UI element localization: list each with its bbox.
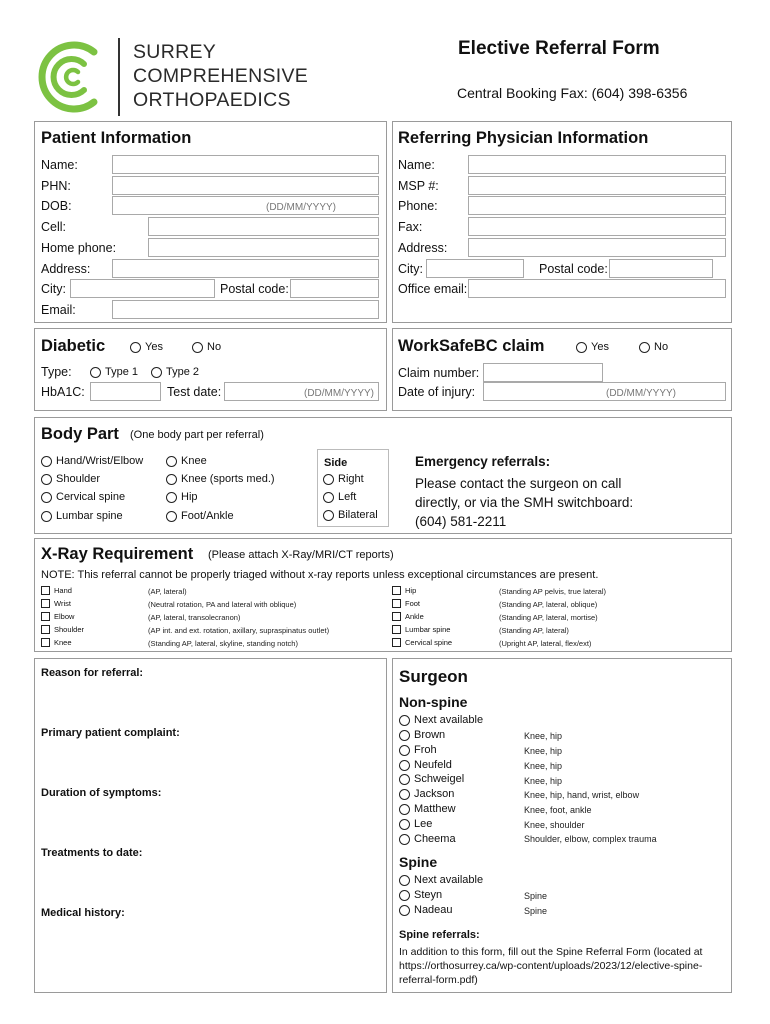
- logo-icon: [34, 38, 106, 116]
- radio-icon: [166, 511, 177, 522]
- option-label: Knee (sports med.): [181, 473, 275, 485]
- physician-phone-label: Phone:: [398, 199, 438, 213]
- checkbox-icon: [392, 638, 401, 647]
- surgeon-name: Brown: [414, 729, 446, 741]
- option-label: Lumbar spine: [56, 510, 123, 522]
- patient-home-phone-field[interactable]: [148, 238, 379, 257]
- patient-dob-label: DOB:: [41, 199, 72, 213]
- physician-name-label: Name:: [398, 158, 435, 172]
- lee-specialty: Knee, shoulder: [524, 820, 585, 830]
- radio-icon: [323, 510, 334, 521]
- body-lumbar-spine-option[interactable]: [41, 510, 123, 522]
- dob-format-hint: (DD/MM/YYYY): [266, 202, 336, 213]
- radio-icon: [41, 456, 52, 467]
- xray-title: X-Ray Requirement: [41, 545, 194, 563]
- xray-knee-views: (Standing AP, lateral, skyline, standing notch): [148, 639, 298, 648]
- patient-home-phone-label: Home phone:: [41, 241, 117, 255]
- physician-phone-field[interactable]: [468, 196, 726, 215]
- xray-wrist-views: (Neutral rotation, PA and lateral with oblique): [148, 600, 297, 609]
- option-label: Right: [338, 473, 364, 485]
- date-injury-label: Date of injury:: [398, 385, 476, 399]
- radio-icon: [399, 804, 410, 815]
- surgeon-title: Surgeon: [399, 667, 468, 686]
- xray-note: NOTE: This referral cannot be properly triaged without x-ray reports unless exceptional circumstances are present.: [41, 569, 599, 581]
- radio-icon: [151, 367, 162, 378]
- surgeon-neufeld-option[interactable]: [399, 759, 452, 771]
- physician-office-email-field[interactable]: [468, 279, 726, 298]
- schweigel-specialty: Knee, hip: [524, 776, 563, 786]
- patient-dob-field[interactable]: [112, 196, 379, 215]
- worksafe-yes-label: Yes: [591, 341, 609, 353]
- surgeon-name: Jackson: [414, 788, 455, 800]
- option-label: Shoulder: [56, 473, 101, 485]
- xray-part-label: Shoulder: [54, 625, 85, 634]
- xray-ankle-checkbox[interactable]: [392, 612, 424, 621]
- side-left-option[interactable]: [323, 491, 356, 503]
- physician-office-email-label: Office email:: [398, 282, 468, 296]
- test-date-hint: (DD/MM/YYYY): [304, 388, 374, 399]
- patient-postal-field[interactable]: [290, 279, 379, 298]
- checkbox-icon: [41, 638, 50, 647]
- spine-next-available-option[interactable]: [399, 874, 483, 886]
- body-foot-ankle-option[interactable]: [166, 510, 234, 522]
- logo-line-1: SURREY: [133, 41, 217, 63]
- radio-icon: [639, 342, 650, 353]
- radio-icon: [192, 342, 203, 353]
- surgeon-name: Matthew: [414, 803, 456, 815]
- xray-hand-checkbox[interactable]: [41, 586, 72, 595]
- body-shoulder-option[interactable]: [41, 473, 100, 485]
- checkbox-icon: [41, 599, 50, 608]
- side-right-option[interactable]: [323, 473, 364, 485]
- surgeon-name: Cheema: [414, 833, 456, 845]
- physician-msp-label: MSP #:: [398, 179, 439, 193]
- physician-postal-field[interactable]: [609, 259, 713, 278]
- option-label: Left: [338, 491, 357, 503]
- physician-fax-field[interactable]: [468, 217, 726, 236]
- surgeon-froh-option[interactable]: [399, 744, 437, 756]
- spine-referrals-title: Spine referrals:: [399, 929, 480, 941]
- physician-info-title: Referring Physician Information: [398, 129, 649, 147]
- hba1c-label: HbA1C:: [41, 385, 85, 399]
- radio-icon: [41, 492, 52, 503]
- surgeon-next-available-option[interactable]: [399, 714, 483, 726]
- patient-name-label: Name:: [41, 158, 78, 172]
- nonspine-title: Non-spine: [399, 694, 468, 710]
- xray-part-label: Knee: [54, 638, 72, 647]
- logo-text: [133, 40, 308, 112]
- xray-cervical-views: (Upright AP, lateral, flex/ext): [499, 639, 592, 648]
- xray-foot-views: (Standing AP, lateral, oblique): [499, 600, 598, 609]
- surgeon-jackson-option[interactable]: [399, 788, 454, 800]
- surgeon-name: Schweigel: [414, 773, 465, 785]
- patient-postal-label: Postal code:: [220, 282, 289, 296]
- radio-icon: [399, 789, 410, 800]
- spine-referrals-text-3: referral-form.pdf): [399, 974, 478, 986]
- patient-phn-label: PHN:: [41, 179, 71, 193]
- radio-icon: [399, 774, 410, 785]
- emergency-line-2: directly, or via the SMH switchboard:: [415, 495, 634, 510]
- surgeon-matthew-option[interactable]: [399, 803, 456, 815]
- worksafe-no-option[interactable]: [639, 341, 668, 353]
- xray-part-label: Elbow: [54, 612, 75, 621]
- radio-icon: [399, 890, 410, 901]
- physician-msp-field[interactable]: [468, 176, 726, 195]
- complaint-label: Primary patient complaint:: [41, 727, 180, 739]
- neufeld-specialty: Knee, hip: [524, 761, 563, 771]
- xray-knee-checkbox[interactable]: [41, 638, 72, 647]
- surgeon-cheema-option[interactable]: [399, 833, 456, 845]
- jackson-specialty: Knee, hip, hand, wrist, elbow: [524, 790, 640, 800]
- xray-hand-views: (AP, lateral): [148, 587, 187, 596]
- patient-city-label: City:: [41, 282, 66, 296]
- radio-icon: [90, 367, 101, 378]
- radio-icon: [399, 875, 410, 886]
- xray-part-label: Foot: [405, 599, 421, 608]
- checkbox-icon: [392, 586, 401, 595]
- xray-wrist-checkbox[interactable]: [41, 599, 71, 608]
- surgeon-name: Steyn: [414, 889, 443, 901]
- xray-lumbar-views: (Standing AP, lateral): [499, 626, 569, 635]
- booking-fax: Central Booking Fax: (604) 398-6356: [457, 85, 688, 101]
- body-hip-option[interactable]: [166, 491, 198, 503]
- body-knee-option[interactable]: [166, 455, 207, 467]
- patient-email-label: Email:: [41, 303, 76, 317]
- hba1c-field[interactable]: [90, 382, 161, 401]
- referral-details-panel[interactable]: [34, 658, 387, 993]
- worksafe-title: WorkSafeBC claim: [398, 337, 545, 355]
- radio-icon: [399, 819, 410, 830]
- radio-icon: [399, 715, 410, 726]
- logo-line-3: ORTHOPAEDICS: [133, 89, 291, 111]
- xray-part-label: Lumbar spine: [405, 625, 451, 634]
- radio-icon: [399, 834, 410, 845]
- diabetic-title: Diabetic: [41, 337, 106, 355]
- radio-icon: [323, 474, 334, 485]
- spine-title: Spine: [399, 854, 438, 870]
- patient-name-field[interactable]: [112, 155, 379, 174]
- radio-icon: [576, 342, 587, 353]
- spine-referrals-link[interactable]: https://orthosurrey.ca/wp-content/uploads/2023/12/elective-spine-: [399, 960, 703, 972]
- date-injury-hint: (DD/MM/YYYY): [606, 388, 676, 399]
- xray-part-label: Wrist: [54, 599, 71, 608]
- diabetic-yes-label: Yes: [145, 341, 163, 353]
- treatments-label: Treatments to date:: [41, 847, 143, 859]
- radio-icon: [399, 730, 410, 741]
- brown-specialty: Knee, hip: [524, 731, 563, 741]
- physician-name-field[interactable]: [468, 155, 726, 174]
- surgeon-name: Next available: [414, 874, 484, 886]
- surgeon-steyn-option[interactable]: [399, 889, 442, 901]
- cheema-specialty: Shoulder, elbow, complex trauma: [524, 834, 657, 844]
- physician-address-field[interactable]: [468, 238, 726, 257]
- type2-label: Type 2: [166, 366, 200, 378]
- surgeon-schweigel-option[interactable]: [399, 773, 464, 785]
- medical-history-label: Medical history:: [41, 907, 125, 919]
- radio-icon: [166, 456, 177, 467]
- body-knee-sports-option[interactable]: [166, 473, 275, 485]
- xray-part-label: Hip: [405, 586, 417, 595]
- steyn-specialty: Spine: [524, 891, 548, 901]
- xray-foot-checkbox[interactable]: [392, 599, 420, 608]
- patient-phn-field[interactable]: [112, 176, 379, 195]
- diabetic-no-label: No: [207, 341, 222, 353]
- radio-icon: [323, 492, 334, 503]
- duration-label: Duration of symptoms:: [41, 787, 162, 799]
- surgeon-name: Next available: [414, 714, 484, 726]
- xray-hip-views: (Standing AP pelvis, true lateral): [499, 587, 607, 596]
- radio-icon: [41, 474, 52, 485]
- patient-email-field[interactable]: [112, 300, 379, 319]
- patient-info-title: Patient Information: [41, 129, 192, 147]
- froh-specialty: Knee, hip: [524, 746, 563, 756]
- checkbox-icon: [41, 625, 50, 634]
- radio-icon: [399, 905, 410, 916]
- surgeon-nadeau-option[interactable]: [399, 904, 453, 916]
- side-bilateral-option[interactable]: [323, 509, 378, 521]
- xray-ankle-views: (Standing AP, lateral, mortise): [499, 613, 598, 622]
- physician-fax-label: Fax:: [398, 220, 423, 234]
- diabetic-yes-option[interactable]: [130, 341, 163, 353]
- xray-part-label: Hand: [54, 586, 72, 595]
- radio-icon: [41, 511, 52, 522]
- radio-icon: [166, 492, 177, 503]
- worksafe-no-label: No: [654, 341, 669, 353]
- spine-referrals-text-1: In addition to this form, fill out the Spine Referral Form (located at: [399, 946, 703, 958]
- surgeon-lee-option[interactable]: [399, 818, 432, 830]
- claim-number-label: Claim number:: [398, 366, 480, 380]
- xray-elbow-views: (AP, lateral, transolecranon): [148, 613, 241, 622]
- nadeau-specialty: Spine: [524, 906, 548, 916]
- checkbox-icon: [41, 612, 50, 621]
- radio-icon: [130, 342, 141, 353]
- matthew-specialty: Knee, foot, ankle: [524, 805, 592, 815]
- xray-shoulder-views: (AP int. and ext. rotation, axillary, supraspinatus outlet): [148, 626, 330, 635]
- claim-number-field[interactable]: [483, 363, 603, 382]
- xray-hip-checkbox[interactable]: [392, 586, 416, 595]
- xray-subtitle: (Please attach X-Ray/MRI/CT reports): [208, 549, 394, 561]
- option-label: Hand/Wrist/Elbow: [56, 455, 144, 467]
- xray-elbow-checkbox[interactable]: [41, 612, 74, 621]
- side-title: Side: [324, 457, 348, 469]
- patient-cell-field[interactable]: [148, 217, 379, 236]
- checkbox-icon: [392, 625, 401, 634]
- diabetic-no-option[interactable]: [192, 341, 221, 353]
- logo-divider: [118, 38, 120, 116]
- surgeon-name: Lee: [414, 818, 433, 830]
- emergency-title: Emergency referrals:: [415, 454, 551, 469]
- option-label: Hip: [181, 491, 198, 503]
- type2-option[interactable]: [151, 366, 199, 378]
- worksafe-yes-option[interactable]: [576, 341, 609, 353]
- radio-icon: [399, 760, 410, 771]
- checkbox-icon: [392, 612, 401, 621]
- test-date-label: Test date:: [167, 385, 222, 399]
- diabetic-type-label: Type:: [41, 365, 72, 379]
- radio-icon: [166, 474, 177, 485]
- date-injury-field[interactable]: [483, 382, 726, 401]
- emergency-line-1: Please contact the surgeon on call: [415, 476, 622, 491]
- body-hand-wrist-elbow-option[interactable]: [41, 455, 143, 467]
- physician-city-field[interactable]: [426, 259, 524, 278]
- xray-lumbar-checkbox[interactable]: [392, 625, 450, 634]
- physician-postal-label: Postal code:: [539, 262, 608, 276]
- reason-label: Reason for referral:: [41, 667, 144, 679]
- type1-option[interactable]: [90, 366, 138, 378]
- patient-address-field[interactable]: [112, 259, 379, 278]
- xray-part-label: Ankle: [405, 612, 424, 621]
- checkbox-icon: [41, 586, 50, 595]
- option-label: Bilateral: [338, 509, 378, 521]
- option-label: Cervical spine: [56, 491, 126, 503]
- surgeon-name: Neufeld: [414, 759, 452, 771]
- logo-line-2: COMPREHENSIVE: [133, 65, 309, 87]
- surgeon-name: Froh: [414, 744, 437, 756]
- option-label: Foot/Ankle: [181, 510, 234, 522]
- body-cervical-spine-option[interactable]: [41, 491, 125, 503]
- surgeon-brown-option[interactable]: [399, 729, 445, 741]
- xray-part-label: Cervical spine: [405, 638, 453, 647]
- patient-city-field[interactable]: [70, 279, 215, 298]
- patient-address-label: Address:: [41, 262, 91, 276]
- xray-cervical-checkbox[interactable]: [392, 638, 452, 647]
- physician-city-label: City:: [398, 262, 423, 276]
- emergency-phone: (604) 581-2211: [415, 514, 507, 529]
- physician-address-label: Address:: [398, 241, 448, 255]
- surgeon-name: Nadeau: [414, 904, 453, 916]
- patient-cell-label: Cell:: [41, 220, 67, 234]
- xray-shoulder-checkbox[interactable]: [41, 625, 84, 634]
- type1-label: Type 1: [105, 366, 139, 378]
- body-part-title: Body Part: [41, 425, 119, 443]
- body-part-subtitle: (One body part per referral): [130, 429, 264, 441]
- radio-icon: [399, 745, 410, 756]
- checkbox-icon: [392, 599, 401, 608]
- option-label: Knee: [181, 455, 207, 467]
- form-title: Elective Referral Form: [458, 38, 660, 59]
